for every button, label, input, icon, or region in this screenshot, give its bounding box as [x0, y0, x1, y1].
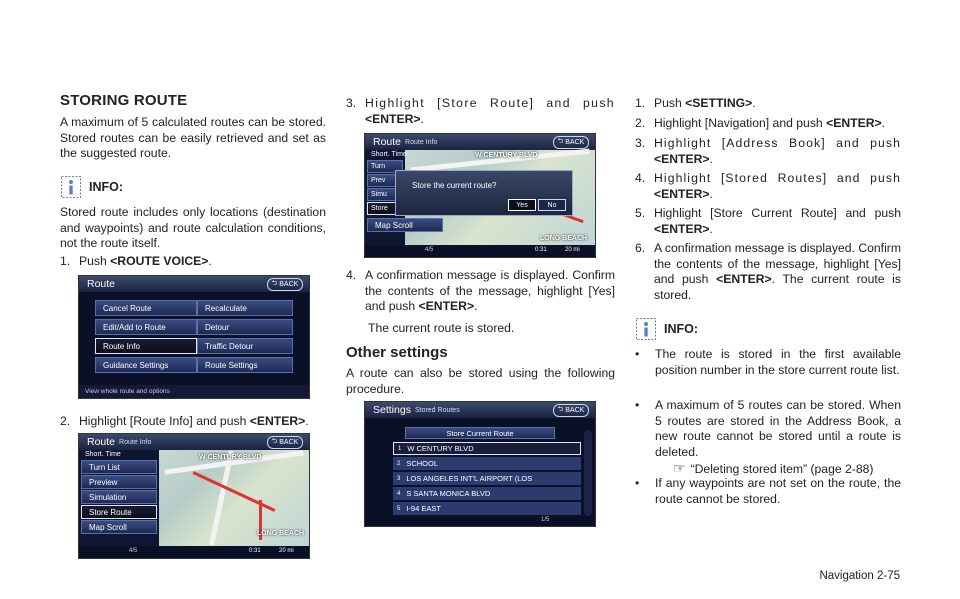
step-3 — [346, 96, 615, 128]
stored-routes-screen — [364, 401, 596, 527]
street-label: W CENTURY BLVD — [475, 152, 538, 159]
step-number: 4. — [346, 268, 357, 282]
intro-paragraph: A maximum of 5 calculated routes can be stored. Stored routes can be easily retrieved and set as the suggested route. — [60, 115, 326, 161]
map-view[interactable] — [159, 450, 309, 546]
info-icon — [61, 176, 81, 198]
reference-link[interactable]: “Deleting stored item” (page 2-88) — [690, 461, 874, 476]
step-text: Highlight [Store Route] and push <ENTER>. — [365, 96, 615, 126]
confirm-dialog — [395, 170, 573, 216]
detour-button[interactable]: Detour — [197, 319, 293, 335]
preview-item[interactable]: Prev — [367, 174, 403, 187]
step-text: A confirmation message is displayed. Confirm the contents of the message, highlight [Yes] and push <ENTER>. The current route is stored. — [654, 241, 901, 302]
route-option: Short. Time — [85, 451, 121, 458]
step-number: 1. — [60, 254, 71, 268]
info-icon — [636, 318, 656, 340]
back-button[interactable]: ⮌ BACK — [267, 278, 303, 291]
street-label: W CENTURY BLVD — [199, 454, 262, 461]
turn-list-item[interactable]: Turn List — [81, 460, 157, 474]
route-option: Short. Time — [371, 151, 407, 158]
preview-item[interactable]: Preview — [81, 475, 157, 489]
info-label: INFO: — [89, 180, 124, 194]
no-button[interactable]: No — [538, 199, 566, 211]
other-settings-heading: Other settings — [346, 344, 448, 361]
route-menu-screen — [78, 275, 310, 399]
route-settings-button[interactable]: Route Settings — [197, 357, 293, 373]
step-4 — [346, 268, 615, 318]
turn-list-item[interactable]: Turn — [367, 160, 403, 173]
step-text: Highlight [Stored Routes] and push <ENTER>. — [654, 171, 901, 201]
step-text: Push <ROUTE VOICE>. — [79, 254, 212, 268]
step-text: Push <SETTING>. — [654, 96, 756, 110]
recalculate-button[interactable]: Recalculate — [197, 300, 293, 316]
yes-button[interactable]: Yes — [508, 199, 536, 211]
other-settings-text: A route can also be stored using the following procedure. — [346, 366, 615, 396]
eta-distance: 20 mi — [279, 548, 294, 554]
back-button[interactable]: ⮌ BACK — [267, 436, 303, 449]
cross-reference[interactable] — [673, 460, 873, 477]
back-button[interactable]: ⮌ BACK — [553, 404, 589, 417]
simulation-item[interactable]: Simulation — [81, 490, 157, 504]
store-confirm-screen — [364, 133, 596, 258]
list-item[interactable]: 1 W CENTURY BLVD — [393, 442, 581, 455]
store-current-route-button[interactable]: Store Current Route — [405, 427, 555, 439]
scrollbar[interactable] — [584, 430, 592, 516]
page-footer: Navigation 2-75 — [819, 570, 900, 582]
guidance-settings-button[interactable]: Guidance Settings — [95, 357, 197, 373]
back-arrow-icon: ⮌ — [557, 406, 564, 413]
map-scroll-item[interactable]: Map Scroll — [367, 218, 443, 232]
simulation-item[interactable]: Simu — [367, 188, 403, 201]
page-indicator: 1/5 — [541, 517, 550, 523]
page-indicator: 4/5 — [129, 548, 138, 554]
edit-add-route-button[interactable]: Edit/Add to Route — [95, 319, 197, 335]
eta-time: 0:31 — [535, 247, 547, 253]
step-text: Highlight [Navigation] and push <ENTER>. — [654, 116, 886, 130]
step-text: Highlight [Route Info] and push <ENTER>. — [79, 414, 309, 428]
step-number: 2. — [60, 414, 71, 428]
step-4-note: The current route is stored. — [368, 321, 515, 335]
list-item[interactable]: 5 I-94 EAST — [393, 502, 581, 515]
map-scroll-item[interactable]: Map Scroll — [81, 520, 157, 534]
page-indicator: 4/5 — [425, 247, 434, 253]
info-block — [61, 176, 123, 198]
route-info-button[interactable]: Route Info — [95, 338, 197, 354]
list-item[interactable]: 2 SCHOOL — [393, 457, 581, 470]
traffic-detour-button[interactable]: Traffic Detour — [197, 338, 293, 354]
info-text: Stored route includes only locations (destination and waypoints) and route calculation conditions, not the route itself. — [60, 205, 326, 251]
screen-title: Settings Stored Routes — [365, 402, 595, 418]
step-text: A confirmation message is displayed. Confirm the contents of the message, highlight [Yes] and push <ENTER>. — [365, 268, 615, 314]
step-text: Highlight [Store Current Route] and push <ENTER>. — [654, 206, 901, 236]
step-text: Highlight [Address Book] and push <ENTER>. — [654, 136, 901, 166]
step-2 — [60, 414, 326, 430]
screen-title: Route Route Info — [79, 434, 309, 450]
dialog-message: Store the current route? — [412, 181, 497, 190]
pointing-hand-icon: ☞ — [673, 460, 686, 476]
section-heading: STORING ROUTE — [60, 92, 188, 109]
list-item[interactable]: 4 S SANTA MONICA BLVD — [393, 487, 581, 500]
back-button[interactable]: ⮌ BACK — [553, 136, 589, 149]
step-number: 3. — [346, 96, 357, 110]
store-route-item[interactable]: Store — [367, 202, 403, 215]
route-info-screen — [78, 433, 310, 559]
back-arrow-icon: ⮌ — [271, 280, 278, 287]
city-label: LONG BEACH — [257, 530, 305, 537]
cancel-route-button[interactable]: Cancel Route — [95, 300, 197, 316]
screen-title: Route Route Info — [365, 134, 595, 150]
status-line: View whole route and options — [79, 385, 309, 398]
list-item[interactable]: 3 LOS ANGELES INT'L AIRPORT (LOS — [393, 472, 581, 485]
info-block — [636, 318, 698, 340]
city-label: LONG BEACH — [540, 235, 588, 242]
store-route-item[interactable]: Store Route — [81, 505, 157, 519]
eta-time: 0:31 — [249, 548, 261, 554]
back-arrow-icon: ⮌ — [271, 438, 278, 445]
screen-title: Route — [79, 276, 309, 292]
eta-distance: 20 mi — [565, 247, 580, 253]
info-label: INFO: — [664, 322, 699, 336]
step-1 — [60, 254, 326, 270]
back-arrow-icon: ⮌ — [557, 138, 564, 145]
